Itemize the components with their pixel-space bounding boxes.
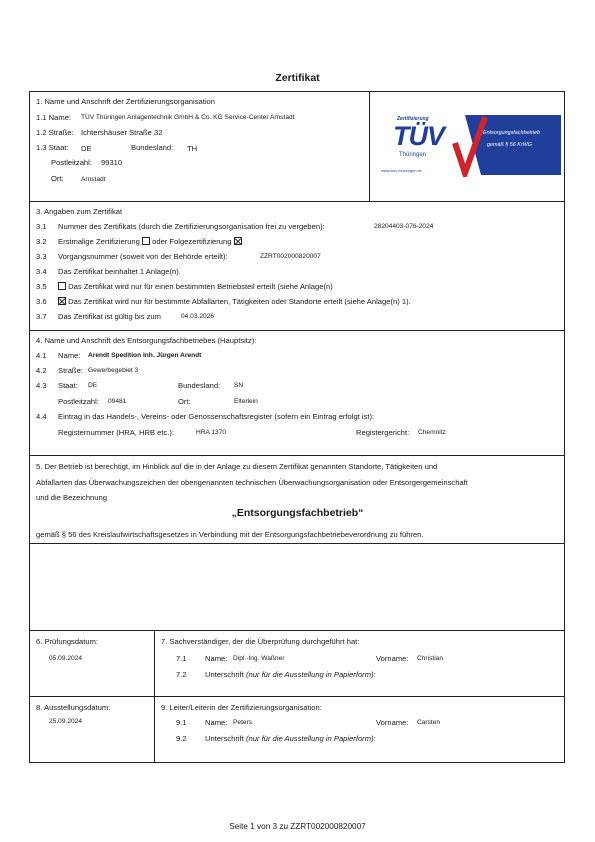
s3-r32-follow-label: oder Folgezertifizierung <box>152 237 232 246</box>
frame-left <box>29 91 30 763</box>
s4-reg-value: HRA 1370 <box>196 429 227 436</box>
logo-brand: TÜV <box>393 121 444 151</box>
s9-vorname-value: Carsten <box>417 719 441 726</box>
s4-r44-num: 4.4 <box>36 412 47 421</box>
first-certification-checkbox[interactable] <box>142 237 150 245</box>
s7-r72-num: 7.2 <box>176 670 187 679</box>
s8-heading: 8. Ausstellungsdatum: <box>36 703 111 712</box>
s8-date-value: 25.09.2024 <box>49 718 83 725</box>
s7-sig-row <box>205 670 376 679</box>
divider-s3-s4 <box>29 330 565 331</box>
s4-r42-num: 4.2 <box>36 366 47 375</box>
s4-ort-label: Ort: <box>178 397 191 406</box>
s1-plz-value: 99310 <box>101 158 123 167</box>
s9-r91-num: 9.1 <box>176 718 187 727</box>
s3-r33-text: Vorgangsnummer (soweit von der Behörde erteilt): <box>58 252 228 261</box>
s3-r37-value: 04.03.2026 <box>181 313 215 320</box>
s4-ort-value: Elterlein <box>234 398 258 405</box>
s4-r41-label: Name: <box>58 351 81 360</box>
s7-sig-note: (nur für die Ausstellung in Papierform): <box>245 670 376 679</box>
divider-s4-s5 <box>29 455 565 456</box>
s4-plz-label: Postleitzahl: <box>58 397 99 406</box>
s1-name-value: TÜV Thüringen Anlagentechnik GmbH & Co. KG Service-Center Arnstadt <box>81 114 295 121</box>
s3-r35-text: Das Zertifikat wird nur für einen bestimmten Betriebsteil erteilt (siehe Anlage(n) <box>68 282 333 291</box>
s9-sig-label: Unterschrift <box>205 734 244 743</box>
s1-ort-value: Arnstadt <box>81 176 106 183</box>
divider-s6-s7 <box>154 630 155 762</box>
s1-heading: 1. Name und Anschrift der Zertifizierungsorganisation <box>36 97 215 106</box>
specific-waste-types-checkbox[interactable] <box>58 297 66 305</box>
s5-line4: gemäß § 56 des Kreislaufwirtschaftsgesetzes in Verbindung mit der Entsorgungsfachbetriebeverordnung zu führen. <box>36 530 424 539</box>
s3-r34-num: 3.4 <box>36 267 47 276</box>
s3-r32-row <box>58 237 242 246</box>
s1-street-value: Ichtershäuser Straße 32 <box>81 128 163 137</box>
s4-bundesland-value: SN <box>234 382 244 389</box>
s3-r33-value: ZZRT002000820007 <box>260 253 321 260</box>
divider-s5-empty <box>29 543 565 544</box>
s4-reg-label: Registernummer (HRA, HRB etc.): <box>58 428 175 437</box>
s4-r42-value: Gewerbegebiet 3 <box>88 367 139 374</box>
s5-line3: und die Bezeichnung <box>36 493 107 502</box>
partial-operation-checkbox[interactable] <box>58 282 66 290</box>
s9-vorname-label: Vorname: <box>376 718 409 727</box>
s4-r41-num: 4.1 <box>36 351 47 360</box>
s3-r35-num: 3.5 <box>36 282 47 291</box>
page-footer: Seite 1 von 3 zu ZZRT002000820007 <box>229 822 366 831</box>
s3-r31-num: 3.1 <box>36 222 47 231</box>
s1-state-label: 1.3 Staat: <box>36 143 69 152</box>
document-title: Zertifikat <box>275 72 320 84</box>
s4-r42-label: Straße: <box>58 366 83 375</box>
s3-r33-num: 3.3 <box>36 252 47 261</box>
s1-bundesland-label: Bundesland: <box>131 143 174 152</box>
logo-badge-line2: gemäß § 56 KrWG <box>487 142 532 148</box>
s7-name-value: Dipl.-Ing. Waßner <box>233 655 285 662</box>
s5-line1: 5. Der Betrieb ist berechtigt, im Hinblick auf die in der Anlage zu diesem Zertifikat genannten Standorte, Tätigkeiten und <box>36 462 438 471</box>
s9-sig-row <box>205 734 376 743</box>
s7-r71-num: 7.1 <box>176 654 187 663</box>
s1-plz-label: Postleitzahl: <box>51 158 92 167</box>
s9-name-label: Name: <box>205 718 228 727</box>
s7-name-label: Name: <box>205 654 228 663</box>
divider-s1-logo <box>369 91 370 201</box>
logo-footer-text: www.tuev-thueringen.de <box>381 169 422 173</box>
s9-heading: 9. Leiter/Leiterin der Zertifizierungsorganisation: <box>161 703 322 712</box>
frame-right <box>564 91 565 763</box>
s9-name-value: Peters <box>233 719 253 726</box>
s3-r37-text: Das Zertifikat ist gültig bis zum <box>58 312 161 321</box>
s3-r32-first-label: Erstmalige Zertifizierung <box>58 237 140 246</box>
s3-r37-num: 3.7 <box>36 312 47 321</box>
divider-s6-s8 <box>29 696 565 697</box>
s9-sig-note: (nur für die Ausstellung in Papierform): <box>245 734 376 743</box>
s4-heading: 4. Name und Anschrift des Entsorgungsfachbetriebes (Hauptsitz): <box>36 336 257 345</box>
s7-vorname-label: Vorname: <box>376 654 409 663</box>
s4-r44-text: Eintrag in das Handels-, Vereins- oder Genossenschaftsregister (sofern ein Eintrag erfolgt ist): <box>58 412 375 421</box>
s1-ort-label: Ort: <box>51 174 64 183</box>
logo-top-text: Zertifizierung <box>397 116 429 122</box>
s3-r34-text: Das Zertifikat beinhaltet 1 Anlage(n). <box>58 267 181 276</box>
s1-name-label: 1.1 Name: <box>36 113 72 122</box>
s5-title: „Entsorgungsfachbetrieb“ <box>231 507 364 519</box>
s7-vorname-value: Christian <box>417 655 444 662</box>
follow-certification-checkbox[interactable] <box>234 237 242 245</box>
divider-s1-s3 <box>29 201 565 202</box>
s4-r41-value: Arendt Spedition Inh. Jürgen Arendt <box>88 352 202 359</box>
divider-empty-s6 <box>29 630 565 631</box>
frame-top <box>29 91 565 92</box>
frame-bottom <box>29 762 565 763</box>
s4-court-value: Chemnitz <box>418 429 446 436</box>
s4-court-label: Registergericht: <box>356 428 410 437</box>
s3-r36-text: Das Zertifikat wird nur für bestimmte Abfallarten, Tätigkeiten oder Standorte erteilt (siehe Anlage(n) 1). <box>68 297 411 306</box>
s3-r31-value: 28204403-076-2024 <box>374 223 434 230</box>
logo-badge-line1: Entsorgungsfachbetrieb <box>483 130 540 136</box>
logo-sub-text: Thüringen <box>399 152 427 158</box>
s1-state-value: DE <box>81 144 92 153</box>
s6-date-value: 05.09.2024 <box>49 655 83 662</box>
s1-street-label: 1.2 Straße: <box>36 128 74 137</box>
s7-heading: 7. Sachverständiger, der die Überprüfung durchgeführt hat: <box>161 637 360 646</box>
s1-bundesland-value: TH <box>187 144 198 153</box>
s3-r36-row <box>58 297 411 306</box>
s4-r43-value: DE <box>88 382 98 389</box>
s4-plz-value: 09481 <box>108 398 127 405</box>
s5-line2: Abfallarten das Überwachungszeichen der obengenannten technischen Überwachungsorganisation oder Entsorgergemeinschaft <box>36 478 468 487</box>
s3-r31-text: Nummer des Zertifikats (durch die Zertifizierungsorganisation frei zu vergeben): <box>58 222 325 231</box>
s9-r92-num: 9.2 <box>176 734 187 743</box>
s3-heading: 3. Angaben zum Zertifikat <box>36 207 123 216</box>
s4-r43-num: 4.3 <box>36 381 47 390</box>
s3-r35-row <box>58 282 333 291</box>
s7-sig-label: Unterschrift <box>205 670 244 679</box>
s3-r32-num: 3.2 <box>36 237 47 246</box>
s4-bundesland-label: Bundesland: <box>178 381 221 390</box>
s3-r36-num: 3.6 <box>36 297 47 306</box>
s6-heading: 6. Prüfungsdatum: <box>36 637 99 646</box>
s4-r43-label: Staat: <box>58 381 78 390</box>
tuev-logo <box>373 113 561 177</box>
